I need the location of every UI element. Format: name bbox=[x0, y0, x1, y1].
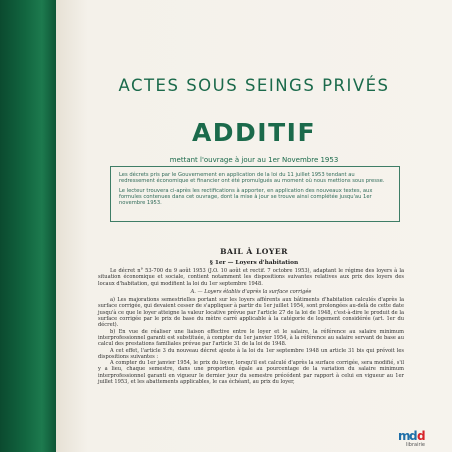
document-title: ACTES SOUS SEINGS PRIVÉS bbox=[118, 76, 390, 95]
additif-subtitle: mettant l'ouvrage à jour au 1er Novembre 1953 bbox=[169, 156, 339, 164]
mdd-logo bbox=[397, 429, 443, 447]
body-paragraph: A compter du 1er janvier 1954, le prix du loyer, lorsqu'il est calculé d'après la surface corrigée, sera modifié, s'il y a lieu, chaque semestre, dans une proportion égale au pourcentage de la variation du salaire minimum interprofessionnel garanti en vigueur le dernier jour du semestre précédent par rapport à celui en vigueur au 1er juillet 1953, et les abattements applicables, le cas échéant, au prix du loyer, bbox=[98, 360, 404, 386]
svg-text:d: d bbox=[409, 429, 418, 443]
svg-text:librairie: librairie bbox=[406, 442, 425, 447]
body-text bbox=[98, 268, 404, 385]
body-paragraph: Le décret n° 53-700 du 9 août 1953 (J.O. 10 août et rectif. 7 octobre 1953), adaptant le régime des loyers à la situation économique et sociale, contient notamment les dispositions suivantes relatives aux prix des loyers des locaux d'habitation, qui modifient la loi du 1er septembre 1948. bbox=[98, 268, 404, 287]
body-paragraph: A cet effet, l'article 3 du nouveau décret ajoute à la loi du 1er septembre 1948 un article 31 bis qui prévoit les dispositions suivantes : bbox=[98, 347, 404, 360]
notice-box bbox=[110, 166, 400, 222]
section-subtitle: § 1er — Loyers d'habitation bbox=[209, 260, 299, 266]
book-spine bbox=[0, 0, 56, 452]
svg-text:m: m bbox=[398, 429, 411, 443]
body-paragraph: a) Les majorations semestrielles portant sur les loyers afférents aux bâtiments d'habitation calculés d'après la surface corrigée, qui devaient cesser de s'appliquer à partir du 1er juillet 1954, sont prolongées au-delà de cette date jusqu'à ce que le loyer atteigne la valeur locative prévue par l'article 27 de la loi de 1948, c'est-à-dire le produit de la surface corrigée par le prix de base du mètre carré applicable à la catégorie de logement considérée (art. 1er du décret). bbox=[98, 297, 404, 329]
notice-paragraph-2: Le lecteur trouvera ci-après les rectifications à apporter, en application des nouveaux textes, aux formules contenues dans cet ouvrage, dont la mise à jour se trouve ainsi complétée jusqu'au 1er novembre 1953. bbox=[119, 187, 373, 207]
additif-heading: ADDITIF bbox=[191, 118, 317, 147]
subsection-heading: A. — Loyers établis d'après la surface corrigée bbox=[190, 288, 312, 295]
notice-paragraph-1: Les décrets pris par le Gouvernement en application de la loi du 11 juillet 1953 tendant au redressement économique et financier ont été promulgués au moment où nous mettions sous presse. bbox=[119, 172, 385, 185]
body-paragraph: b) En vue de réaliser une liaison effective entre le loyer et le salaire, la référence au salaire minimum interprofessionnel garanti est substituée, à compter du 1er janvier 1954, à la référence au salaire servant de base au calcul des prestations familiales prévue par l'article 31 de la loi de 1948. bbox=[98, 328, 404, 348]
section-title: BAIL À LOYER bbox=[220, 247, 288, 256]
svg-text:d: d bbox=[417, 429, 426, 443]
